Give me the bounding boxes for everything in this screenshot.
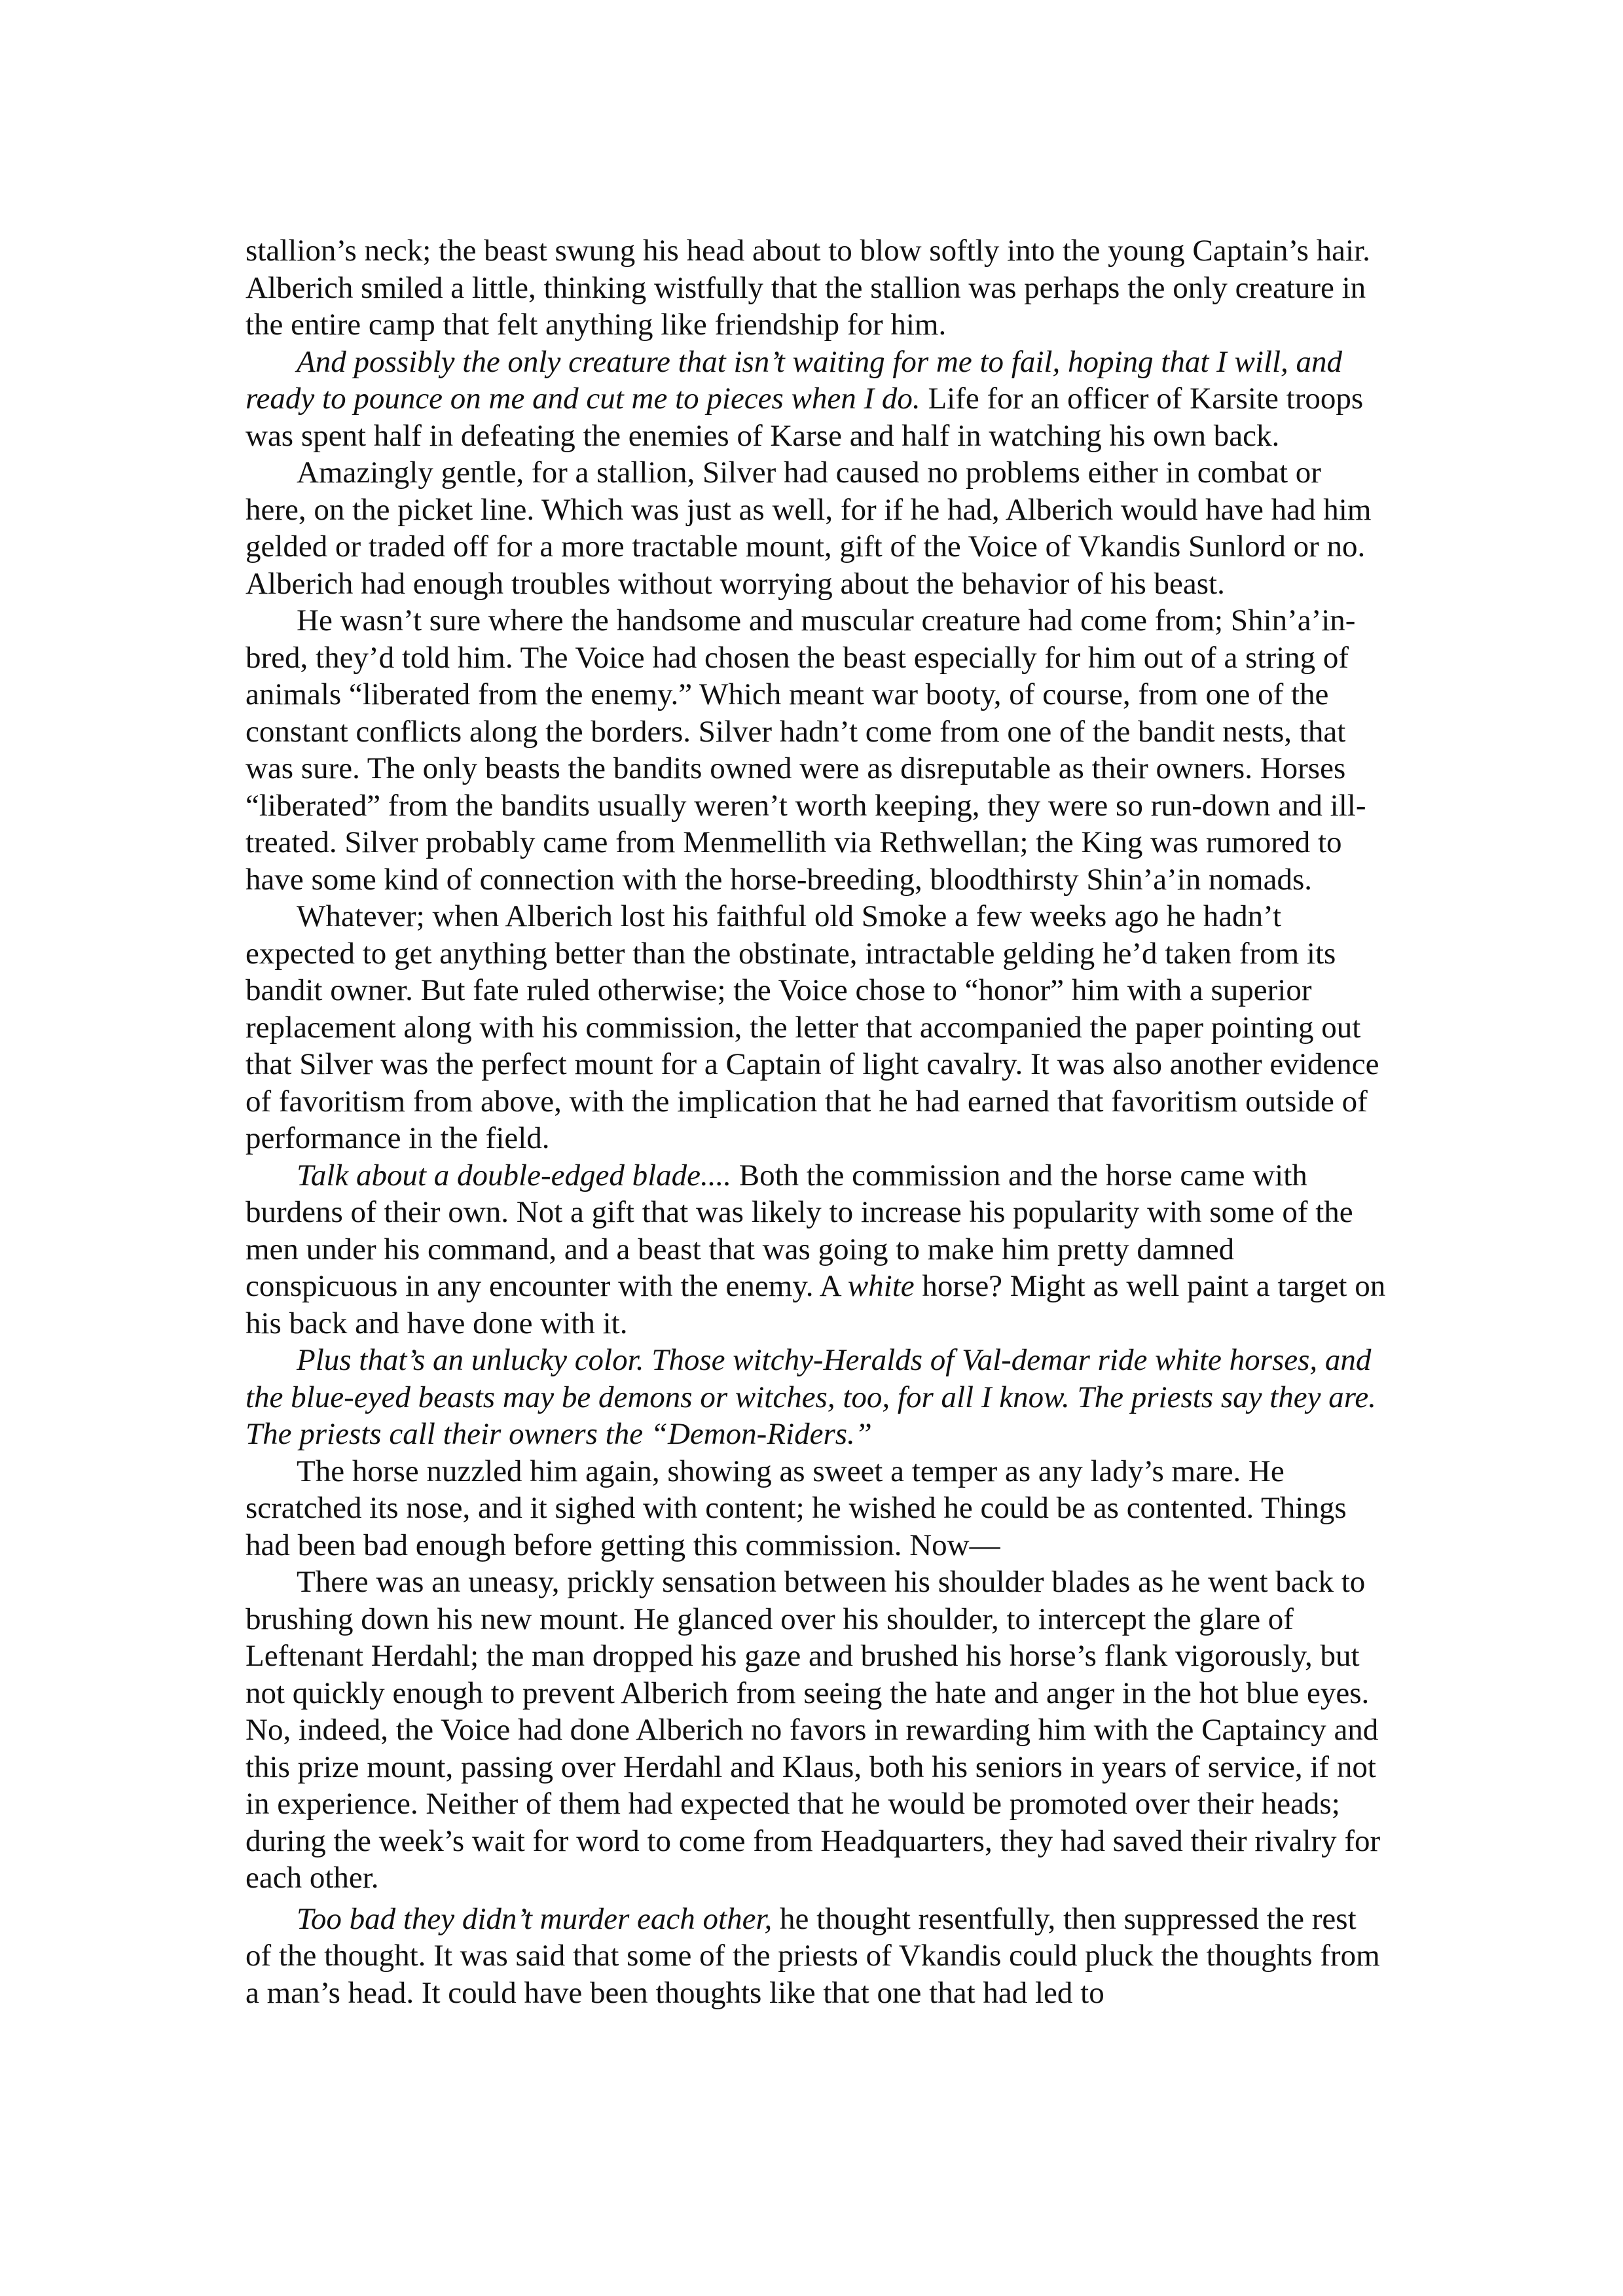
paragraph-6-text-a: Both the commission and the horse came with burdens of their own. Not a gift that was likely to increase his popularity with some of the men under his command, and a beast that was going to make him pretty damned conspicuous in any encounter with the enemy. A [246, 1158, 1353, 1303]
paragraph-4-text: He wasn’t sure where the handsome and muscular creature had come from; Shin’a’in-bred, they’d told him. The Voice had chosen the beast especially for him out of a string of animals “liberated from the enemy.” Which meant war booty, of course, from one of the constant conflicts along the borders. Silver hadn’t come from one of the bandit nests, that was sure. The only beasts the bandits owned were as disreputable as their owners. Horses “liberated” from the bandits usually weren’t worth keeping, they were so run-down and ill-treated. Silver probably came from Menmellith via Rethwellan; the King was rumored to have some kind of connection with the horse-breeding, bloodthirsty Shin’a’in nomads. [246, 603, 1366, 897]
paragraph-10 [246, 1901, 1388, 2012]
paragraph-6-italic-word: white [847, 1269, 915, 1303]
paragraph-3-text: Amazingly gentle, for a stallion, Silver had caused no problems either in combat or here, on the picket line. Which was just as well, for if he had, Alberich would have had him gelded or traded off for a more tractable mount, gift of the Voice of Vkandis Sunlord or no. Alberich had enough troubles without worrying about the behavior of his beast. [246, 456, 1372, 601]
paragraph-1 [246, 232, 1388, 344]
paragraph-1-text: stallion’s neck; the beast swung his head about to blow softly into the young Captain’s hair. Alberich smiled a little, thinking wistfully that the stallion was perhaps the only creature in the entire camp that felt anything like friendship for him. [246, 234, 1370, 342]
paragraph-7-italic-thought: Plus that’s an unlucky color. Those witchy-Heralds of Val-demar ride white horses, and the blue-eyed beasts may be demons or witches, too, for all I know. The priests say they are. The priests call their owners the “Demon-Riders.” [246, 1343, 1376, 1451]
book-page-text [246, 232, 1388, 2011]
paragraph-2-italic-thought: And possibly the only creature that isn’t waiting for me to fail, hoping that I will, and ready to pounce on me and cut me to pieces when I do. [246, 344, 1343, 416]
paragraph-9-text: There was an uneasy, prickly sensation between his shoulder blades as he went back to brushing down his new mount. He glanced over his shoulder, to intercept the glare of Leftenant Herdahl; the man dropped his gaze and brushed his horse’s flank vigorously, but not quickly enough to prevent Alberich from seeing the hate and anger in the hot blue eyes. No, indeed, the Voice had done Alberich no favors in rewarding him with the Captaincy and this prize mount, passing over Herdahl and Klaus, both his seniors in years of service, if not in experience. Neither of them had expected that he would be promoted over their heads; during the week’s wait for word to come from Headquarters, they had saved their rivalry for each other. [246, 1565, 1381, 1895]
paragraph-10-italic-thought: Too bad they didn’t murder each other, [297, 1901, 773, 1936]
paragraph-5 [246, 898, 1388, 1157]
paragraph-6 [246, 1157, 1388, 1342]
paragraph-6-italic-thought: Talk about a double-edged blade.... [297, 1158, 732, 1193]
paragraph-3 [246, 454, 1388, 602]
paragraph-7 [246, 1342, 1388, 1453]
paragraph-8 [246, 1453, 1388, 1564]
paragraph-2 [246, 344, 1388, 455]
paragraph-4 [246, 602, 1388, 898]
paragraph-9 [246, 1564, 1388, 1897]
paragraph-5-text: Whatever; when Alberich lost his faithful old Smoke a few weeks ago he hadn’t expected to get anything better than the obstinate, intractable gelding he’d taken from its bandit owner. But fate ruled otherwise; the Voice chose to “honor” him with a superior replacement along with his commission, the letter that accompanied the paper pointing out that Silver was the perfect mount for a Captain of light cavalry. It was also another evidence of favoritism from above, with the implication that he had earned that favoritism outside of performance in the field. [246, 899, 1379, 1155]
paragraph-2-text: Life for an officer of Karsite troops was spent half in defeating the enemies of Karse and half in watching his own back. [246, 382, 1364, 453]
paragraph-8-text: The horse nuzzled him again, showing as sweet a temper as any lady’s mare. He scratched its nose, and it sighed with content; he wished he could be as contented. Things had been bad enough before getting this commission. Now— [246, 1454, 1347, 1562]
paragraph-10-text: he thought resentfully, then suppressed the rest of the thought. It was said that some of the priests of Vkandis could pluck the thoughts from a man’s head. It could have been thoughts like that one that had led to [246, 1901, 1380, 2010]
paragraph-6-text-b: horse? Might as well paint a target on his back and have done with it. [246, 1269, 1386, 1340]
